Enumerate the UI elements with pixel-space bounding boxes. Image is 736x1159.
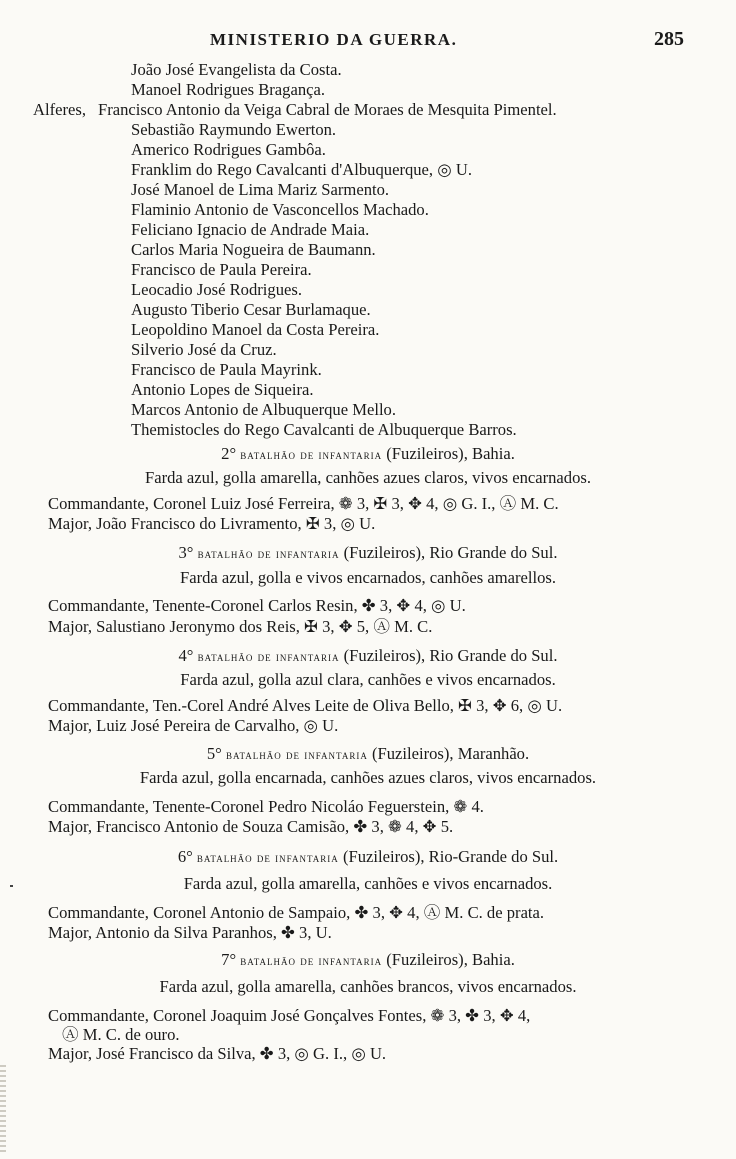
section-heading <box>0 847 736 867</box>
officer-entry: Major, Francisco Antonio de Souza Camisão, ✤ 3, ❁ 4, ✥ 5. <box>48 817 454 836</box>
officer-line: Silverio José da Cruz. <box>131 340 277 359</box>
section-number: 5° <box>206 744 222 763</box>
officer-entry: Commandante, Tenente-Coronel Pedro Nicoláo Feguerstein, ❁ 4. <box>48 797 484 816</box>
officer-entry: Commandante, Tenente-Coronel Carlos Resin, ✤ 3, ✥ 4, ◎ U. <box>48 596 466 615</box>
section-rest: (Fuzileiros), Rio-Grande do Sul. <box>342 847 559 866</box>
section-heading <box>0 543 736 563</box>
page-number: 285 <box>654 28 684 50</box>
officer-line: Carlos Maria Nogueira de Baumann. <box>131 240 376 259</box>
officer-entry: Major, Luiz José Pereira de Carvalho, ◎ U. <box>48 716 339 735</box>
officer-line: Leocadio José Rodrigues. <box>131 280 302 299</box>
uniform-line: Farda azul, golla amarella, canhões azues claros, vivos encarnados. <box>145 468 591 487</box>
officer-line: Francisco de Paula Pereira. <box>131 260 312 279</box>
section-heading <box>0 444 736 464</box>
section-heading <box>0 744 736 764</box>
rank-label: Alferes, <box>33 100 86 119</box>
uniform-line: Farda azul, golla amarella, canhões e vivos encarnados. <box>183 874 553 893</box>
section-name: batalhão de infantaria <box>197 546 340 561</box>
section-number: 3° <box>178 543 194 562</box>
officer-entry: Major, João Francisco do Livramento, ✠ 3, ◎ U. <box>48 514 376 533</box>
officer-line: Themistocles do Rego Cavalcanti de Albuquerque Barros. <box>131 420 517 439</box>
officer-entry: Major, Salustiano Jeronymo dos Reis, ✠ 3, ✥ 5, Ⓐ M. C. <box>48 617 433 636</box>
officer-entry: Commandante, Ten.-Corel André Alves Leite de Oliva Bello, ✠ 3, ✥ 6, ◎ U. <box>48 696 563 715</box>
section-number: 7° <box>221 950 237 969</box>
officer-line: Augusto Tiberio Cesar Burlamaque. <box>131 300 371 319</box>
section-rest: (Fuzileiros), Rio Grande do Sul. <box>343 646 558 665</box>
officer-line: José Manoel de Lima Mariz Sarmento. <box>131 180 390 199</box>
officer-entry: Major, Antonio da Silva Paranhos, ✤ 3, U. <box>48 923 332 942</box>
section-number: 2° <box>221 444 237 463</box>
officer-entry: Commandante, Coronel Antonio de Sampaio, ✤ 3, ✥ 4, Ⓐ M. C. de prata. <box>48 903 545 922</box>
uniform-line: Farda azul, golla e vivos encarnados, canhões amarellos. <box>180 568 556 587</box>
section-rest: (Fuzileiros), Maranhão. <box>372 744 530 763</box>
section-number: 6° <box>177 847 193 866</box>
officer-entry: Commandante, Coronel Joaquim José Gonçalves Fontes, ❁ 3, ✤ 3, ✥ 4, <box>48 1006 531 1025</box>
section-heading <box>0 646 736 666</box>
section-heading <box>0 950 736 970</box>
officer-line: Francisco Antonio da Veiga Cabral de Moraes de Mesquita Pimentel. <box>98 100 557 119</box>
officer-line: Leopoldino Manoel da Costa Pereira. <box>131 320 380 339</box>
officer-line: Americo Rodrigues Gambôa. <box>131 140 326 159</box>
running-head: MINISTERIO DA GUERRA. <box>210 30 458 49</box>
section-name: batalhão de infantaria <box>240 447 383 462</box>
section-rest: (Fuzileiros), Rio Grande do Sul. <box>343 543 558 562</box>
officer-line: Franklim do Rego Cavalcanti d'Albuquerque, ◎ U. <box>131 160 472 179</box>
officer-line: Marcos Antonio de Albuquerque Mello. <box>131 400 396 419</box>
section-rest: (Fuzileiros), Bahia. <box>386 444 515 463</box>
section-name: batalhão de infantaria <box>196 850 339 865</box>
section-name: batalhão de infantaria <box>240 953 383 968</box>
officer-line: Feliciano Ignacio de Andrade Maia. <box>131 220 370 239</box>
section-number: 4° <box>178 646 194 665</box>
officer-entry: Commandante, Coronel Luiz José Ferreira, ❁ 3, ✠ 3, ✥ 4, ◎ G. I., Ⓐ M. C. <box>48 494 559 513</box>
ink-speck <box>10 885 13 887</box>
section-name: batalhão de infantaria <box>197 649 340 664</box>
uniform-line: Farda azul, golla encarnada, canhões azues claros, vivos encarnados. <box>139 768 597 787</box>
section-name: batalhão de infantaria <box>225 747 368 762</box>
officer-line: Sebastião Raymundo Ewerton. <box>131 120 337 139</box>
uniform-line: Farda azul, golla amarella, canhões brancos, vivos encarnados. <box>159 977 577 996</box>
officer-entry: Ⓐ M. C. de ouro. <box>62 1025 180 1044</box>
officer-line: Flaminio Antonio de Vasconcellos Machado. <box>131 200 429 219</box>
page-header <box>0 28 736 52</box>
page-edge-mark <box>0 1065 6 1155</box>
officer-entry: Major, José Francisco da Silva, ✤ 3, ◎ G. I., ◎ U. <box>48 1044 387 1063</box>
officer-line: Francisco de Paula Mayrink. <box>131 360 322 379</box>
uniform-line: Farda azul, golla azul clara, canhões e vivos encarnados. <box>180 670 556 689</box>
section-rest: (Fuzileiros), Bahia. <box>386 950 515 969</box>
officer-line: João José Evangelista da Costa. <box>131 60 342 79</box>
officer-line: Manoel Rodrigues Bragança. <box>131 80 325 99</box>
officer-line: Antonio Lopes de Siqueira. <box>131 380 314 399</box>
